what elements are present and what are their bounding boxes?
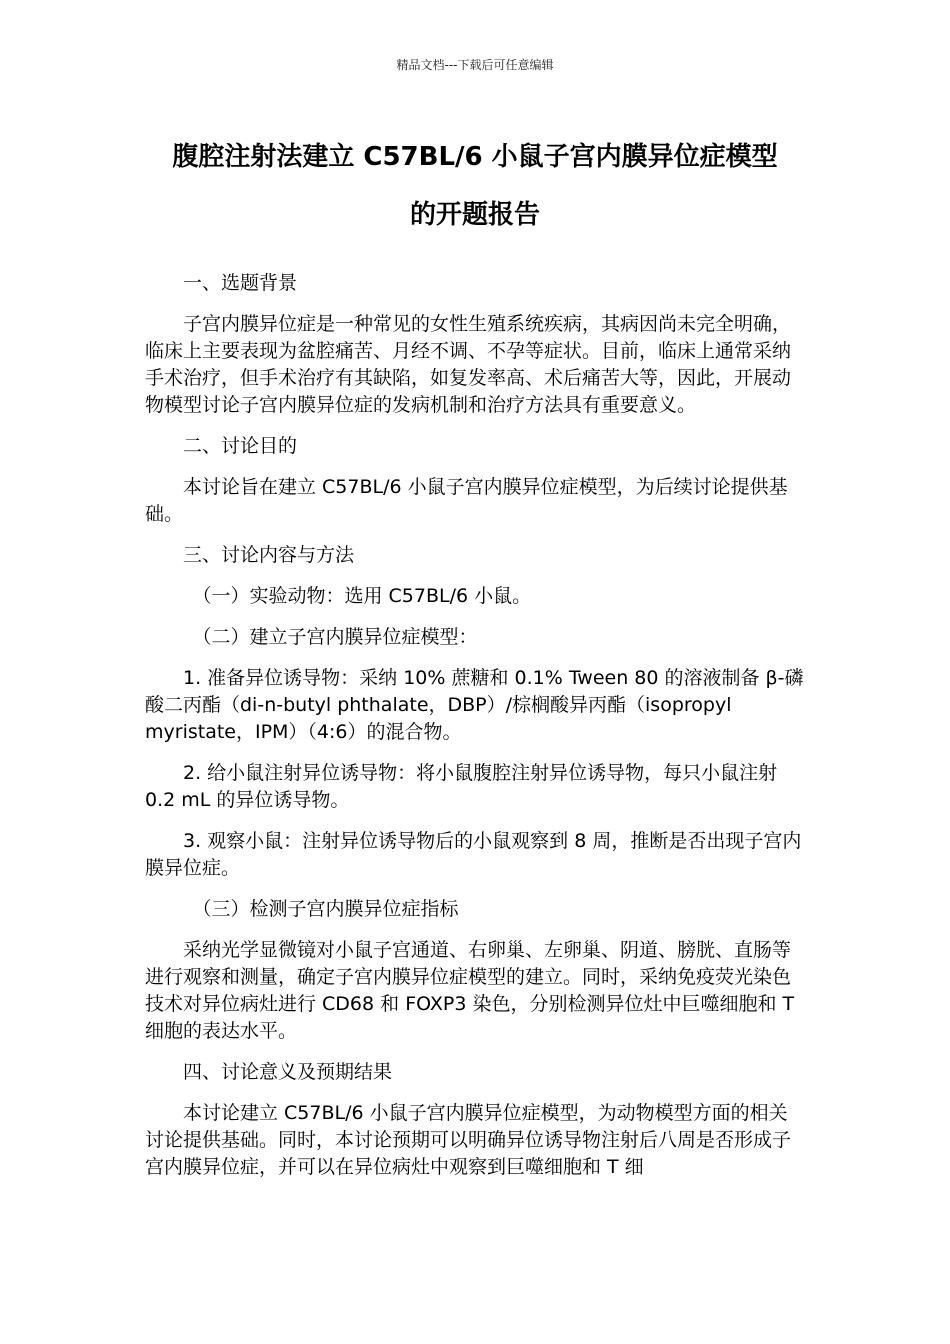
paragraph-background: 子宫内膜异位症是一种常见的女性生殖系统疾病，其病因尚未完全明确，临床上主要表现为盆腔痛苦、月经不调、不孕等症状。目前，临床上通常采纳手术治疗，但手术治疗有其缺陷，如复发率高、术后痛苦大等，因此，开展动物模型讨论子宫内膜异位症的发病机制和治疗方法具有重要意义。 (145, 313, 792, 416)
title-line-2: 的开题报告 (409, 200, 540, 230)
subsection-model: （二）建立子宫内膜异位症模型： (192, 626, 478, 648)
subsection-detection: （三）检测子宫内膜异位症指标 (192, 898, 459, 920)
paragraph-significance: 本讨论建立 C57BL/6 小鼠子宫内膜异位症模型，为动物模型方面的相关讨论提供基础。同时，本讨论预期可以明确异位诱导物注射后八周是否形成子宫内膜异位症，并可以在异位病灶中观察到巨噬细胞和 T 细 (145, 1102, 792, 1178)
step-observe: 3. 观察小鼠：注射异位诱导物后的小鼠观察到 8 周，推断是否出现子宫内膜异位症。 (145, 830, 802, 879)
section-heading-methods: 三、讨论内容与方法 (183, 544, 355, 566)
step-inject: 2. 给小鼠注射异位诱导物：将小鼠腹腔注射异位诱导物，每只小鼠注射 0.2 mL 的异位诱导物。 (145, 762, 778, 811)
page-header: 精品文档---下载后可任意编辑 (396, 58, 554, 72)
section-heading-purpose: 二、讨论目的 (183, 435, 298, 457)
document-body (145, 270, 805, 1181)
paragraph-detection: 采纳光学显微镜对小鼠子宫通道、右卵巢、左卵巢、阴道、膀胱、直肠等进行观察和测量，确定子宫内膜异位症模型的建立。同时，采纳免疫荧光染色技术对异位病灶进行 CD68 和 FOXP3 染色，分别检测异位灶中巨噬细胞和 T 细胞的表达水平。 (145, 939, 795, 1042)
paragraph-purpose: 本讨论旨在建立 C57BL/6 小鼠子宫内膜异位症模型，为后续讨论提供基础。 (145, 476, 788, 525)
subsection-animals: （一）实验动物：选用 C57BL/6 小鼠。 (192, 585, 532, 607)
section-heading-background: 一、选题背景 (183, 272, 298, 294)
title-line-1: 腹腔注射法建立 C57BL/6 小鼠子宫内膜异位症模型 (172, 142, 778, 172)
step-prepare-inducer: 1. 准备异位诱导物：采纳 10% 蔗糖和 0.1% Tween 80 的溶液制备 β-磷酸二丙酯（di-n-butyl phthalate，DBP）/棕榈酸异丙酯（isopropyl myristate，IPM）（4:6）的混合物。 (145, 667, 804, 743)
section-heading-significance: 四、讨论意义及预期结果 (183, 1061, 393, 1083)
document-title (145, 134, 805, 238)
